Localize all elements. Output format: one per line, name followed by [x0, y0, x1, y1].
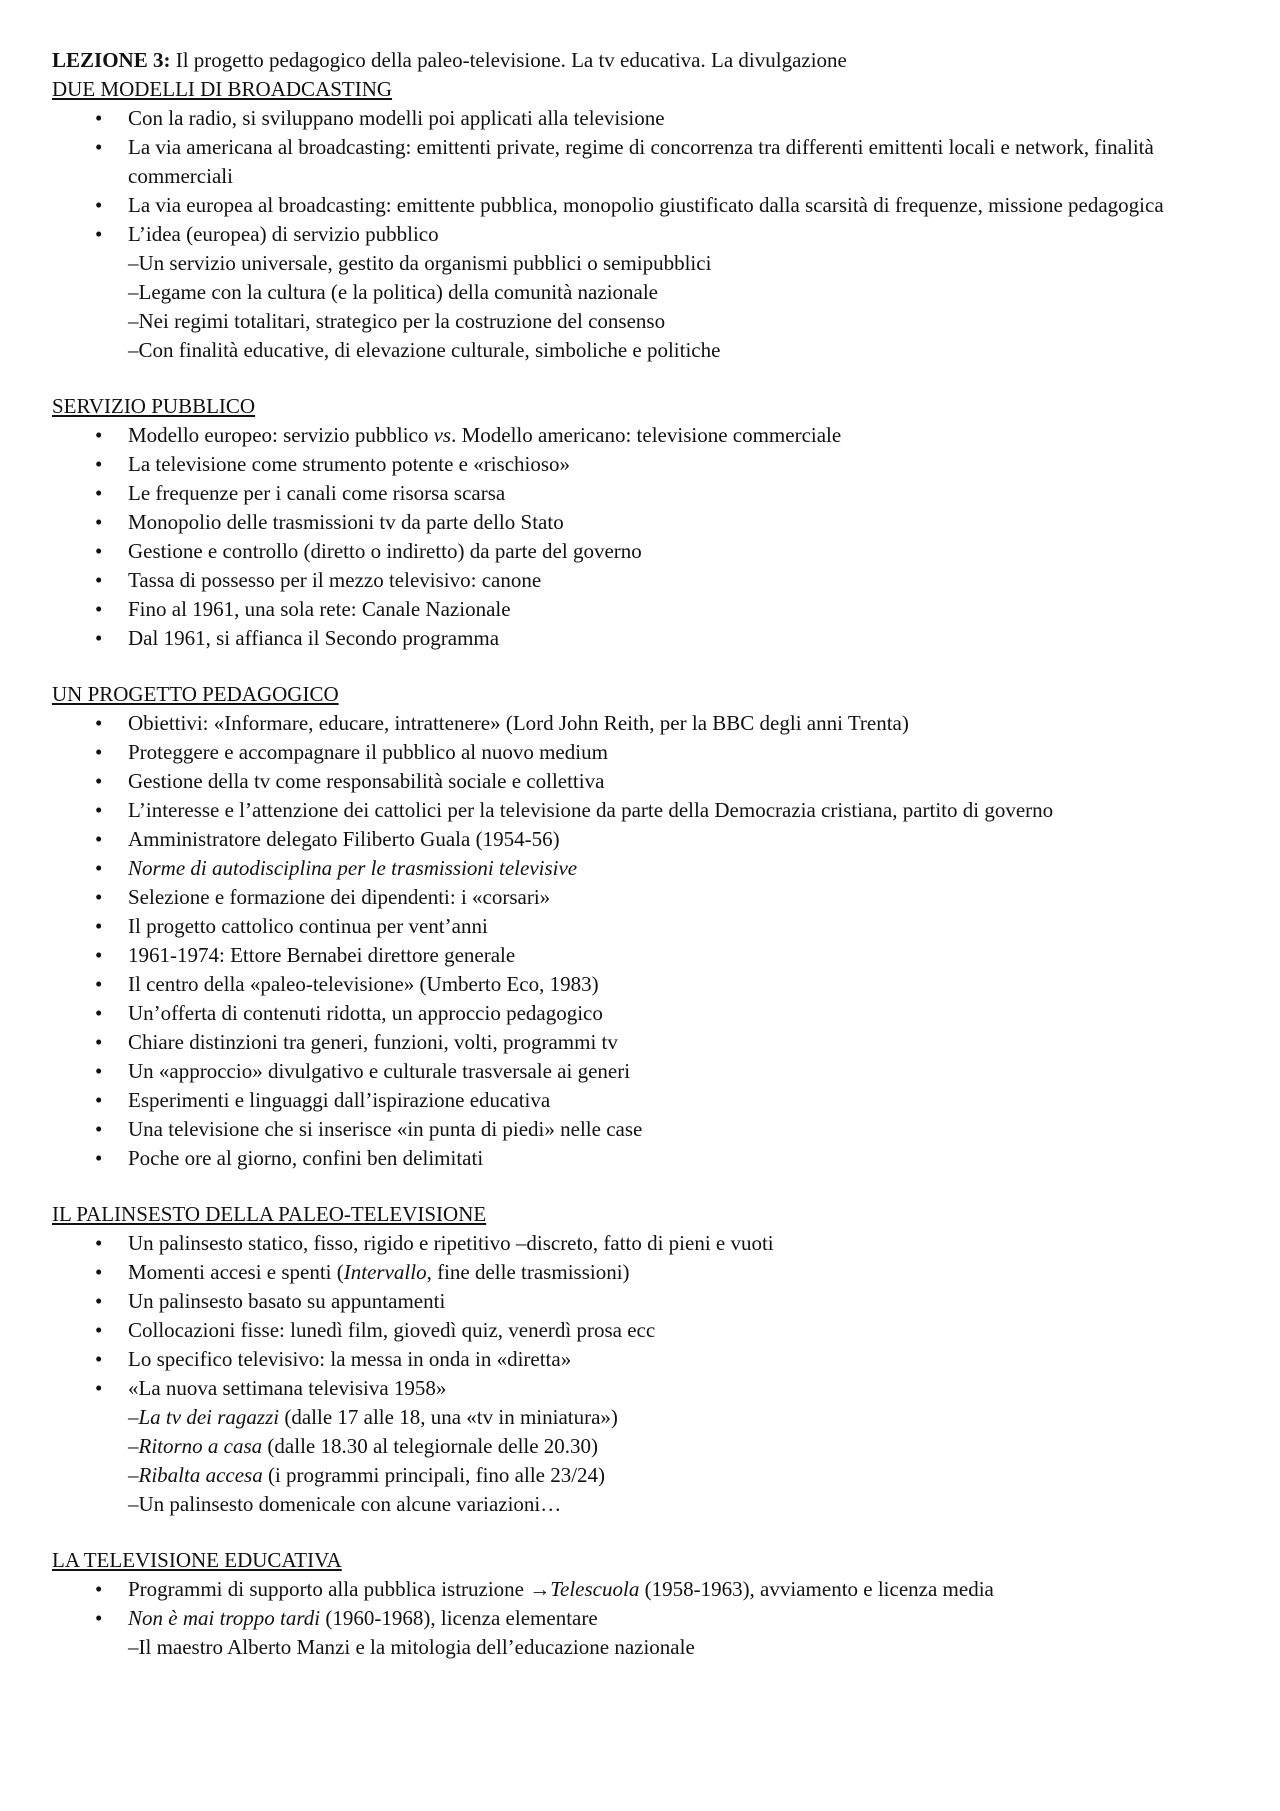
- bullet-icon: •: [95, 1318, 103, 1342]
- section-heading: SERVIZIO PUBBLICO: [52, 394, 256, 418]
- list-item-text: Un palinsesto statico, fisso, rigido e ripetitivo –discreto, fatto di pieni e vuoti: [128, 1231, 774, 1255]
- bullet-icon: •: [95, 1088, 103, 1112]
- list-item-text: Un’offerta di contenuti ridotta, un approccio pedagogico: [128, 1001, 603, 1025]
- list-item: [52, 450, 1228, 479]
- list-item: [52, 1287, 1228, 1316]
- list-item-text: Proteggere e accompagnare il pubblico al nuovo medium: [128, 740, 608, 764]
- bullet-list: [52, 104, 1228, 365]
- lesson-title: [52, 46, 1228, 75]
- list-item: [52, 220, 1228, 365]
- list-item-text: Fino al 1961, una sola rete: Canale Nazionale: [128, 597, 511, 621]
- list-item: [52, 104, 1228, 133]
- bullet-icon: •: [95, 106, 103, 130]
- list-item: [52, 1115, 1228, 1144]
- list-item-text: Momenti accesi e spenti (: [128, 1260, 344, 1284]
- list-item: [52, 1086, 1228, 1115]
- list-item-emphasis: Telescuola: [550, 1577, 640, 1601]
- list-item: [52, 624, 1228, 653]
- sub-item: [128, 1432, 1228, 1461]
- list-item-text: (1958-1963), avviamento e licenza media: [639, 1577, 994, 1601]
- bullet-icon: •: [95, 539, 103, 563]
- sub-item: –Nei regimi totalitari, strategico per la costruzione del consenso: [128, 309, 666, 333]
- list-item: [52, 1229, 1228, 1258]
- section-heading: IL PALINSESTO DELLA PALEO-TELEVISIONE: [52, 1202, 487, 1226]
- list-item-text: L’interesse e l’attenzione dei cattolici per la televisione da parte della Democrazia cristiana, partito di governo: [128, 798, 1054, 822]
- section-heading: DUE MODELLI DI BROADCASTING: [52, 77, 393, 101]
- bullet-icon: •: [95, 452, 103, 476]
- list-item-text: (1960-1968), licenza elementare: [320, 1606, 598, 1630]
- bullet-icon: •: [95, 769, 103, 793]
- list-item: [52, 796, 1228, 825]
- list-item-text: Amministratore delegato Filiberto Guala (1954-56): [128, 827, 560, 851]
- list-item: [52, 738, 1228, 767]
- list-item-text: Le frequenze per i canali come risorsa scarsa: [128, 481, 506, 505]
- bullet-icon: •: [95, 1059, 103, 1083]
- list-item-text: Un palinsesto basato su appuntamenti: [128, 1289, 446, 1313]
- list-item-text: Tassa di possesso per il mezzo televisivo: canone: [128, 568, 542, 592]
- list-item: [52, 1345, 1228, 1374]
- list-item: [52, 941, 1228, 970]
- section-broadcasting-models: [52, 75, 1228, 365]
- sub-item: [128, 1461, 1228, 1490]
- list-item-text: Selezione e formazione dei dipendenti: i «corsari»: [128, 885, 551, 909]
- list-item-text: Poche ore al giorno, confini ben delimitati: [128, 1146, 484, 1170]
- lesson-label: LEZIONE 3:: [52, 48, 171, 72]
- list-item: [52, 825, 1228, 854]
- bullet-icon: •: [95, 1231, 103, 1255]
- bullet-list: [52, 709, 1228, 1173]
- list-item: [52, 854, 1228, 883]
- sub-item-text: –: [128, 1434, 139, 1458]
- list-item-text: Lo specifico televisivo: la messa in onda in «diretta»: [128, 1347, 572, 1371]
- sub-item: [128, 1403, 1228, 1432]
- bullet-icon: •: [95, 423, 103, 447]
- list-item: [52, 1575, 1228, 1604]
- sub-item-emphasis: Ritorno a casa: [138, 1434, 263, 1458]
- list-item-text: Monopolio delle trasmissioni tv da parte dello Stato: [128, 510, 564, 534]
- bullet-icon: •: [95, 1117, 103, 1141]
- list-item-text: . Modello americano: televisione commerciale: [451, 423, 842, 447]
- sub-item: –Con finalità educative, di elevazione culturale, simboliche e politiche: [128, 338, 721, 362]
- bullet-list: [52, 421, 1228, 653]
- list-item: [52, 595, 1228, 624]
- bullet-icon: •: [95, 1347, 103, 1371]
- list-item: [52, 537, 1228, 566]
- bullet-list: [52, 1229, 1228, 1519]
- bullet-icon: •: [95, 193, 103, 217]
- sub-item-emphasis: La tv dei ragazzi: [138, 1405, 280, 1429]
- list-item: [52, 479, 1228, 508]
- sub-item-text: (dalle 17 alle 18, una «tv in miniatura»): [279, 1405, 618, 1429]
- list-item-text: La via europea al broadcasting: emittente pubblica, monopolio giustificato dalla scarsità di frequenze, missione pedagogica: [128, 193, 1164, 217]
- list-item-text: Obiettivi: «Informare, educare, intrattenere» (Lord John Reith, per la BBC degli anni Trenta): [128, 711, 909, 735]
- sub-item-text: –: [128, 1405, 139, 1429]
- bullet-icon: •: [95, 1376, 103, 1400]
- section-public-service: [52, 392, 1228, 653]
- list-item-text: Un «approccio» divulgativo e culturale trasversale ai generi: [128, 1059, 631, 1083]
- list-item-text: Modello europeo: servizio pubblico: [128, 423, 434, 447]
- bullet-icon: •: [95, 626, 103, 650]
- section-schedule: [52, 1200, 1228, 1519]
- bullet-icon: •: [95, 914, 103, 938]
- list-item: [52, 709, 1228, 738]
- bullet-icon: •: [95, 972, 103, 996]
- list-item: [52, 883, 1228, 912]
- list-item-text: Dal 1961, si affianca il Secondo programma: [128, 626, 500, 650]
- list-item: [52, 1144, 1228, 1173]
- list-item: [52, 1057, 1228, 1086]
- bullet-list: [52, 1575, 1228, 1662]
- section-heading: UN PROGETTO PEDAGOGICO: [52, 682, 339, 706]
- bullet-icon: •: [95, 885, 103, 909]
- list-item-text: L’idea (europea) di servizio pubblico: [128, 222, 439, 246]
- list-item-text: La via americana al broadcasting: emittenti private, regime di concorrenza tra differenti emittenti locali e network, finalità commerciali: [128, 135, 1154, 188]
- bullet-icon: •: [95, 798, 103, 822]
- list-item: [52, 999, 1228, 1028]
- bullet-icon: •: [95, 1289, 103, 1313]
- bullet-icon: •: [95, 135, 103, 159]
- list-item-text: Il centro della «paleo-televisione» (Umberto Eco, 1983): [128, 972, 599, 996]
- bullet-icon: •: [95, 943, 103, 967]
- bullet-icon: •: [95, 597, 103, 621]
- list-item-text: Una televisione che si inserisce «in punta di piedi» nelle case: [128, 1117, 643, 1141]
- list-item-text: Il progetto cattolico continua per vent’anni: [128, 914, 488, 938]
- sub-item: –Un servizio universale, gestito da organismi pubblici o semipubblici: [128, 251, 712, 275]
- list-item-text: , fine delle trasmissioni): [426, 1260, 630, 1284]
- list-item-text: 1961-1974: Ettore Bernabei direttore generale: [128, 943, 516, 967]
- list-item-emphasis: Intervallo: [343, 1260, 427, 1284]
- bullet-icon: •: [95, 1606, 103, 1630]
- bullet-icon: •: [95, 1001, 103, 1025]
- list-item: [52, 1316, 1228, 1345]
- bullet-icon: •: [95, 510, 103, 534]
- list-item-text: Gestione della tv come responsabilità sociale e collettiva: [128, 769, 605, 793]
- bullet-icon: •: [95, 1146, 103, 1170]
- sub-item-text: –Un palinsesto domenicale con alcune variazioni…: [128, 1492, 562, 1516]
- list-item: [52, 1374, 1228, 1519]
- list-item-text: Con la radio, si sviluppano modelli poi applicati alla televisione: [128, 106, 665, 130]
- bullet-icon: •: [95, 1577, 103, 1601]
- bullet-icon: •: [95, 856, 103, 880]
- bullet-icon: •: [95, 222, 103, 246]
- section-educational-tv: [52, 1546, 1228, 1662]
- sub-item: [128, 1490, 1228, 1519]
- list-item: [52, 1604, 1228, 1662]
- list-item-emphasis: Non è mai troppo tardi: [128, 1606, 321, 1630]
- list-item: [52, 1028, 1228, 1057]
- list-item-emphasis: vs: [433, 423, 452, 447]
- bullet-icon: •: [95, 827, 103, 851]
- list-item: [52, 421, 1228, 450]
- list-item-text: Gestione e controllo (diretto o indiretto) da parte del governo: [128, 539, 642, 563]
- list-item-emphasis: Norme di autodisciplina per le trasmissioni televisive: [128, 856, 578, 880]
- bullet-icon: •: [95, 1030, 103, 1054]
- list-item: [52, 191, 1228, 220]
- list-item: [52, 566, 1228, 595]
- list-item-text: Esperimenti e linguaggi dall’ispirazione educativa: [128, 1088, 551, 1112]
- list-item-text: Collocazioni fisse: lunedì film, giovedì quiz, venerdì prosa ecc: [128, 1318, 656, 1342]
- sub-item-text: (i programmi principali, fino alle 23/24): [262, 1463, 606, 1487]
- sub-item: –Legame con la cultura (e la politica) della comunità nazionale: [128, 280, 659, 304]
- list-item: [52, 133, 1228, 191]
- bullet-icon: •: [95, 740, 103, 764]
- section-heading: LA TELEVISIONE EDUCATIVA: [52, 1548, 342, 1572]
- list-item: [52, 970, 1228, 999]
- sub-item-emphasis: Ribalta accesa: [138, 1463, 263, 1487]
- list-item-text: Programmi di supporto alla pubblica istruzione →: [128, 1577, 551, 1601]
- bullet-icon: •: [95, 711, 103, 735]
- list-item-text: Chiare distinzioni tra generi, funzioni, volti, programmi tv: [128, 1030, 618, 1054]
- list-item-text: «La nuova settimana televisiva 1958»: [128, 1376, 447, 1400]
- list-item: [52, 508, 1228, 537]
- lesson-title-text: Il progetto pedagogico della paleo-televisione. La tv educativa. La divulgazione: [170, 48, 847, 72]
- list-item-text: La televisione come strumento potente e «rischioso»: [128, 452, 571, 476]
- list-item: [52, 767, 1228, 796]
- bullet-icon: •: [95, 1260, 103, 1284]
- list-item: [52, 1258, 1228, 1287]
- sub-item-text: (dalle 18.30 al telegiornale delle 20.30): [262, 1434, 599, 1458]
- sub-item: –Il maestro Alberto Manzi e la mitologia dell’educazione nazionale: [128, 1635, 695, 1659]
- sub-item-text: –: [128, 1463, 139, 1487]
- bullet-icon: •: [95, 568, 103, 592]
- list-item: [52, 912, 1228, 941]
- bullet-icon: •: [95, 481, 103, 505]
- section-pedagogical-project: [52, 680, 1228, 1173]
